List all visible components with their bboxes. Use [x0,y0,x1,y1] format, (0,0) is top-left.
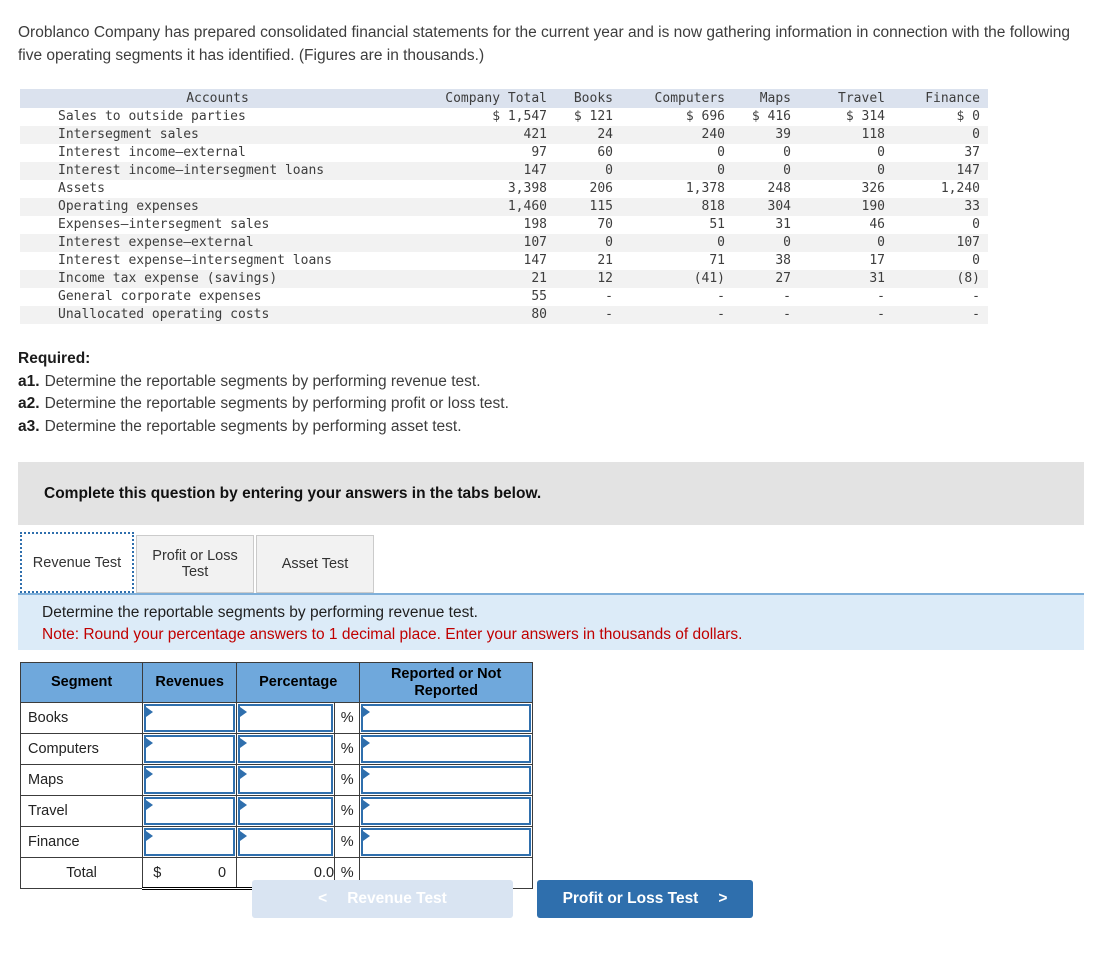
account-value: 206 [589,181,613,196]
tab-label: Asset Test [281,556,349,572]
account-value: 147 [956,163,980,178]
account-value: 1,378 [685,181,725,196]
revenues-cell [143,827,237,858]
percent-symbol: % [335,703,360,734]
required-item-a3: a3. Determine the reportable segments by performing asset test. [18,417,462,435]
account-value: - [972,307,980,322]
input-box [144,828,235,856]
input-box [144,735,235,763]
account-value: 147 [523,253,547,268]
account-value: 1,240 [940,181,980,196]
account-value: 60 [597,145,613,160]
account-label: Operating expenses [58,199,199,214]
total-revenues-value: 0 [218,864,227,881]
accounts-table-body [20,108,988,324]
tab-profit-or-loss-test[interactable] [136,535,254,593]
percentage-input-books[interactable] [240,706,331,730]
account-value: 0 [877,145,885,160]
percentage-cell [237,734,335,765]
col-header-books: Books [555,89,621,108]
account-value: $ 416 [751,109,791,124]
reported-cell [360,827,533,858]
required-section [18,348,509,438]
account-value: 31 [775,217,791,232]
account-value: 107 [956,235,980,250]
total-percentage-value: 0.0 [237,858,335,889]
account-value: 326 [861,181,885,196]
percentage-cell [237,796,335,827]
reported-cell [360,734,533,765]
total-label: Total [21,858,143,889]
account-row [20,198,988,216]
account-value: 21 [597,253,613,268]
col-header-segment: Segment [21,663,143,703]
segment-label: Books [21,703,143,734]
account-value: 70 [597,217,613,232]
account-value: 0 [783,163,791,178]
percentage-input-computers[interactable] [240,737,331,761]
input-box [238,766,333,794]
reported-cell [360,765,533,796]
account-value: - [972,289,980,304]
account-value: 1,460 [507,199,547,214]
account-value: $ 314 [845,109,885,124]
account-row [20,126,988,144]
account-value: - [783,289,791,304]
panel-note: Note: Round your percentage answers to 1 decimal place. Enter your answers in thousands of dollars. [42,626,743,643]
account-value: 421 [523,127,547,142]
revenues-cell [143,703,237,734]
account-value: $ 121 [573,109,613,124]
account-value: 31 [869,271,885,286]
account-label: Income tax expense (savings) [58,271,278,286]
percent-symbol: % [335,827,360,858]
account-value: 33 [964,199,980,214]
account-value: 3,398 [507,181,547,196]
chevron-left-icon: < [318,890,328,907]
account-label: General corporate expenses [58,289,262,304]
segment-label: Computers [21,734,143,765]
account-row [20,288,988,306]
account-value: 24 [597,127,613,142]
input-box [361,797,531,825]
revenues-input-books[interactable] [146,706,233,730]
account-value: 80 [531,307,547,322]
percentage-input-maps[interactable] [240,768,331,792]
required-item-a1: a1. Determine the reportable segments by performing revenue test. [18,372,481,390]
account-row [20,234,988,252]
accounts-table [20,89,988,324]
reported-input-books[interactable] [363,706,529,730]
account-label: Interest expense—external [58,235,254,250]
account-row [20,216,988,234]
col-header-finance: Finance [893,89,988,108]
account-value: 0 [877,163,885,178]
col-header-company-total: Company Total [415,89,555,108]
percentage-input-finance[interactable] [240,830,331,854]
tab-panel [18,593,1084,650]
account-value: 118 [861,127,885,142]
account-value: $ 1,547 [492,109,547,124]
revenues-cell [143,765,237,796]
answer-row [21,765,533,796]
col-header-computers: Computers [621,89,733,108]
account-value: 0 [783,235,791,250]
account-value: 198 [523,217,547,232]
account-value: 0 [877,235,885,250]
account-value: 0 [605,235,613,250]
percent-symbol: % [335,765,360,796]
account-value: (8) [956,271,980,286]
account-value: 39 [775,127,791,142]
input-box [361,704,531,732]
input-box [238,828,333,856]
account-value: - [877,289,885,304]
account-row [20,180,988,198]
input-box [361,766,531,794]
account-value: 97 [531,145,547,160]
reported-cell [360,703,533,734]
account-value: 0 [717,163,725,178]
revenues-cell [143,734,237,765]
instruction-banner [18,462,1084,525]
account-label: Intersegment sales [58,127,199,142]
reported-input-computers[interactable] [363,737,529,761]
next-button[interactable] [537,880,753,918]
account-value: 71 [709,253,725,268]
account-label: Interest expense—intersegment loans [58,253,332,268]
account-value: 0 [717,145,725,160]
tab-asset-test[interactable] [256,535,374,593]
answer-row [21,734,533,765]
account-value: $ 0 [956,109,980,124]
segment-label: Travel [21,796,143,827]
answer-table [20,662,533,890]
answer-row [21,796,533,827]
account-value: 21 [531,271,547,286]
answer-table-body [21,703,533,858]
total-currency: $ [153,864,162,881]
account-value: 115 [589,199,613,214]
account-value: 147 [523,163,547,178]
input-box [238,797,333,825]
input-box [361,828,531,856]
account-value: 0 [717,235,725,250]
tab-label: Profit or Loss Test [152,548,238,580]
percentage-cell [237,703,335,734]
reported-input-finance[interactable] [363,830,529,854]
account-value: 51 [709,217,725,232]
instruction-banner-text: Complete this question by entering your answers in the tabs below. [44,484,542,502]
account-value: 240 [701,127,725,142]
required-item-a2: a2. Determine the reportable segments by performing profit or loss test. [18,395,509,412]
account-value: 248 [767,181,791,196]
account-value: - [605,307,613,322]
account-row [20,306,988,324]
panel-instruction: Determine the reportable segments by performing revenue test. [42,604,478,621]
account-value: 17 [869,253,885,268]
prev-button[interactable] [252,880,513,918]
input-box [361,735,531,763]
account-value: 0 [605,163,613,178]
account-value: 190 [861,199,885,214]
account-value: 0 [783,145,791,160]
account-value: - [717,307,725,322]
account-value: 46 [869,217,885,232]
account-row [20,252,988,270]
input-box [238,704,333,732]
account-value: (41) [693,271,725,286]
account-value: 0 [972,127,980,142]
tab-revenue-test[interactable] [20,532,134,593]
revenues-cell [143,796,237,827]
account-row [20,108,988,126]
account-label: Interest income—intersegment loans [58,163,325,178]
prev-button-label: Revenue Test [347,890,447,907]
account-label: Unallocated operating costs [58,307,270,322]
account-row [20,162,988,180]
tab-bar [20,532,374,593]
account-label: Assets [58,181,105,196]
account-value: - [717,289,725,304]
account-label: Sales to outside parties [58,109,246,124]
reported-input-maps[interactable] [363,768,529,792]
account-label: Expenses—intersegment sales [58,217,270,232]
revenues-input-computers[interactable] [146,737,233,761]
input-box [144,704,235,732]
account-row [20,270,988,288]
account-value: 818 [701,199,725,214]
account-value: 0 [972,217,980,232]
next-button-label: Profit or Loss Test [562,890,699,907]
reported-input-travel[interactable] [363,799,529,823]
account-value: 12 [597,271,613,286]
account-value: $ 696 [685,109,725,124]
percentage-cell [237,827,335,858]
total-percent-symbol: % [335,858,360,889]
col-header-percentage: Percentage [237,663,360,703]
reported-cell [360,796,533,827]
percent-symbol: % [335,796,360,827]
account-value: - [783,307,791,322]
col-header-reported: Reported or Not Reported [360,663,533,703]
revenues-input-travel[interactable] [146,799,233,823]
segment-label: Finance [21,827,143,858]
answer-header-row [21,663,533,703]
segment-label: Maps [21,765,143,796]
percentage-input-travel[interactable] [240,799,331,823]
col-header-revenues: Revenues [143,663,237,703]
chevron-right-icon: > [718,890,728,907]
intro-text: Oroblanco Company has prepared consolidated financial statements for the current year and is now gathering information in connection with the following five operating segments it has identified. (Figures are in thousands.) [18,24,1071,64]
account-value: 107 [523,235,547,250]
col-header-accounts: Accounts [20,89,415,108]
account-value: 0 [972,253,980,268]
account-value: - [605,289,613,304]
account-value: - [877,307,885,322]
account-value: 304 [767,199,791,214]
total-revenues-cell [143,858,237,889]
revenues-input-finance[interactable] [146,830,233,854]
account-value: 55 [531,289,547,304]
accounts-header-row [20,89,988,108]
account-value: 27 [775,271,791,286]
account-value: 38 [775,253,791,268]
answer-row [21,827,533,858]
input-box [144,766,235,794]
percentage-cell [237,765,335,796]
input-box [238,735,333,763]
revenues-input-maps[interactable] [146,768,233,792]
account-label: Interest income—external [58,145,246,160]
input-box [144,797,235,825]
required-title: Required: [18,350,91,367]
col-header-maps: Maps [733,89,799,108]
answer-row [21,703,533,734]
account-row [20,144,988,162]
col-header-travel: Travel [799,89,893,108]
account-value: 37 [964,145,980,160]
tab-label: Revenue Test [32,554,122,571]
percent-symbol: % [335,734,360,765]
